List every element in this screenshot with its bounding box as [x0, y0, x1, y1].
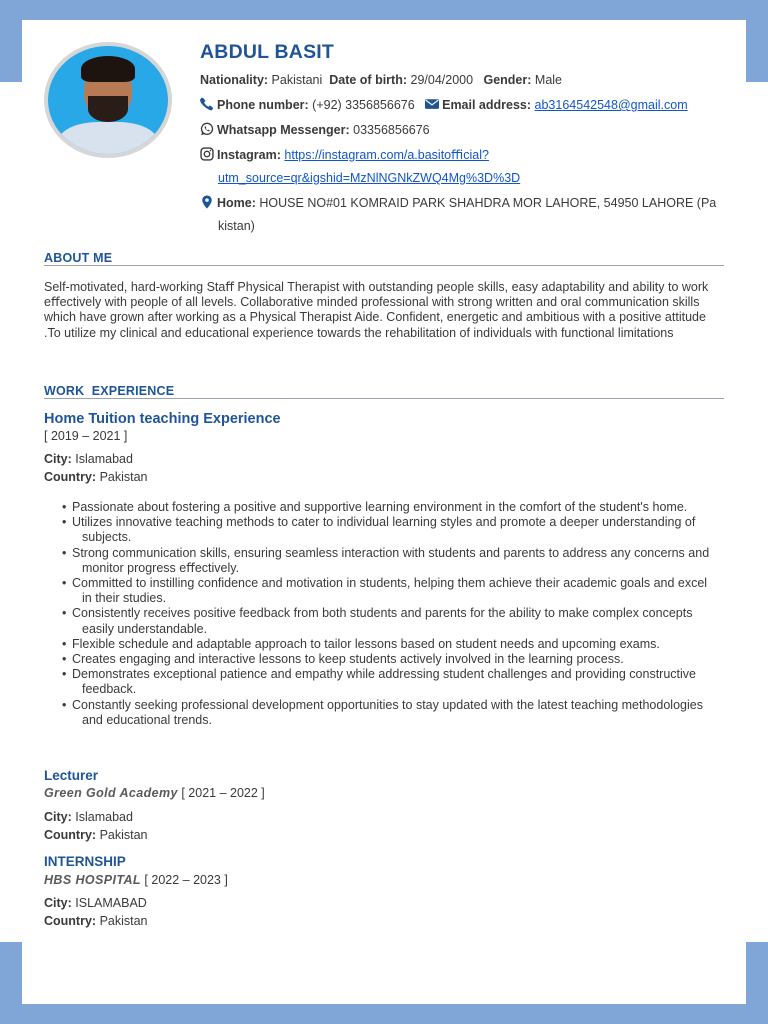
- phone-icon: [200, 97, 214, 111]
- about-divider: [44, 265, 724, 266]
- job-title: Lecturer: [44, 768, 99, 783]
- home-label: Home:: [217, 196, 256, 210]
- list-item: • Committed to instilling conﬁdence and motivation in students, helping them achieve their academic goals and excel in their studies.: [62, 576, 712, 606]
- job-org-dates: [44, 873, 228, 887]
- job-title: Home Tuition teaching Experience: [44, 411, 281, 427]
- country-label: Country:: [44, 828, 97, 842]
- list-item: • Constantly seeking professional development opportunities to stay updated with the latest teaching methodologies and educational trends.: [62, 698, 712, 728]
- country-value: Pakistan: [99, 914, 148, 928]
- job-country: [44, 914, 148, 928]
- city-label: City:: [44, 896, 72, 910]
- work-section-title: WORK EXPERIENCE: [44, 384, 175, 398]
- city-label: City:: [44, 810, 72, 824]
- job-dates: [ 2019 – 2021 ]: [44, 429, 128, 443]
- gender-value: Male: [534, 73, 562, 87]
- instagram-row: [200, 147, 489, 162]
- list-item: • Consistently receives positive feedback from both students and parents for the ability to make complex concepts easily understandable.: [62, 606, 712, 636]
- city-value: Islamabad: [75, 810, 133, 824]
- job-country: [44, 828, 148, 842]
- list-item: • Strong communication skills, ensuring seamless interaction with students and parents to address any concerns and monitor progress eﬀectively.: [62, 546, 712, 576]
- instagram-link-cont[interactable]: utm_source=qr&igshid=MzNlNGNkZWQ4Mg%3D%3D: [218, 171, 521, 185]
- home-value-cont: kistan): [218, 219, 255, 233]
- country-label: Country:: [44, 470, 97, 484]
- list-item: • Creates engaging and interactive lessons to keep students actively involved in the learning process.: [62, 652, 712, 667]
- location-pin-icon: [200, 195, 214, 209]
- job-dates: [ 2021 – 2022 ]: [181, 786, 265, 800]
- instagram-link[interactable]: https://instagram.com/a.basitoﬃcial?: [284, 148, 489, 162]
- instagram-icon: [200, 147, 214, 161]
- about-section-title: ABOUT ME: [44, 251, 113, 265]
- city-label: City:: [44, 452, 72, 466]
- home-row-cont: [218, 219, 255, 233]
- job-organization: HBS HOSPITAL: [44, 873, 141, 887]
- whatsapp-value: 03356856676: [353, 123, 430, 137]
- dob-label: Date of birth:: [329, 73, 408, 87]
- job-dates: [ 2022 – 2023 ]: [144, 873, 228, 887]
- personal-info-row: [200, 73, 562, 87]
- email-label: Email address:: [442, 98, 532, 112]
- email-icon: [425, 97, 439, 111]
- work-divider: [44, 398, 724, 399]
- country-label: Country:: [44, 914, 97, 928]
- job-organization: Green Gold Academy: [44, 786, 178, 800]
- instagram-label: Instagram:: [217, 148, 281, 162]
- about-text: Self-motivated, hard-working Staﬀ Physical Therapist with outstanding people skills, easy adaptability and ability to work eﬀectively with people of all levels. Collaborative minded professional with strong written and oral communication skills which have grown after working as a Physical Therapist Aide. Conﬁdent, energetic and ambitious with a positive attitude .To utilize my clinical and educational experience towards the rehabilitation of individuals with functional limitations: [44, 280, 709, 340]
- list-item: • Demonstrates exceptional patience and empathy while addressing student challenges and providing constructive feedback.: [62, 667, 712, 697]
- instagram-row-cont: [218, 171, 520, 185]
- nationality-label: Nationality:: [200, 73, 269, 87]
- email-link[interactable]: ab3164542548@gmail.com: [534, 98, 688, 112]
- job-title: INTERNSHIP: [44, 854, 126, 869]
- job-org-dates: [44, 786, 265, 800]
- city-value: Islamabad: [75, 452, 133, 466]
- nationality-value: Pakistani: [271, 73, 323, 87]
- job-city: [44, 896, 147, 910]
- list-item: • Flexible schedule and adaptable approach to tailor lessons based on student needs and upcoming exams.: [62, 637, 712, 652]
- phone-value: (+92) 3356856676: [312, 98, 415, 112]
- whatsapp-icon: [200, 122, 214, 136]
- job-city: [44, 452, 133, 466]
- phone-label: Phone number:: [217, 98, 309, 112]
- job-country: [44, 470, 148, 484]
- list-item: • Passionate about fostering a positive and supportive learning environment in the comfort of the student's home.: [62, 500, 712, 515]
- job-city: [44, 810, 133, 824]
- gender-label: Gender:: [483, 73, 532, 87]
- country-value: Pakistan: [99, 470, 148, 484]
- whatsapp-row: [200, 122, 430, 137]
- whatsapp-label: Whatsapp Messenger:: [217, 123, 350, 137]
- contact-row: [200, 97, 688, 112]
- dob-value: 29/04/2000: [410, 73, 474, 87]
- city-value: ISLAMABAD: [75, 896, 147, 910]
- list-item: • Utilizes innovative teaching methods to cater to individual learning styles and promote a deeper understanding of subjects.: [62, 515, 712, 545]
- job-bullet-list: [62, 500, 712, 728]
- country-value: Pakistan: [99, 828, 148, 842]
- profile-photo: [48, 46, 168, 154]
- candidate-name: ABDUL BASIT: [200, 41, 335, 63]
- home-row: [200, 195, 716, 210]
- home-value: HOUSE NO#01 KOMRAID PARK SHAHDRA MOR LAHORE, 54950 LAHORE (Pa: [259, 196, 717, 210]
